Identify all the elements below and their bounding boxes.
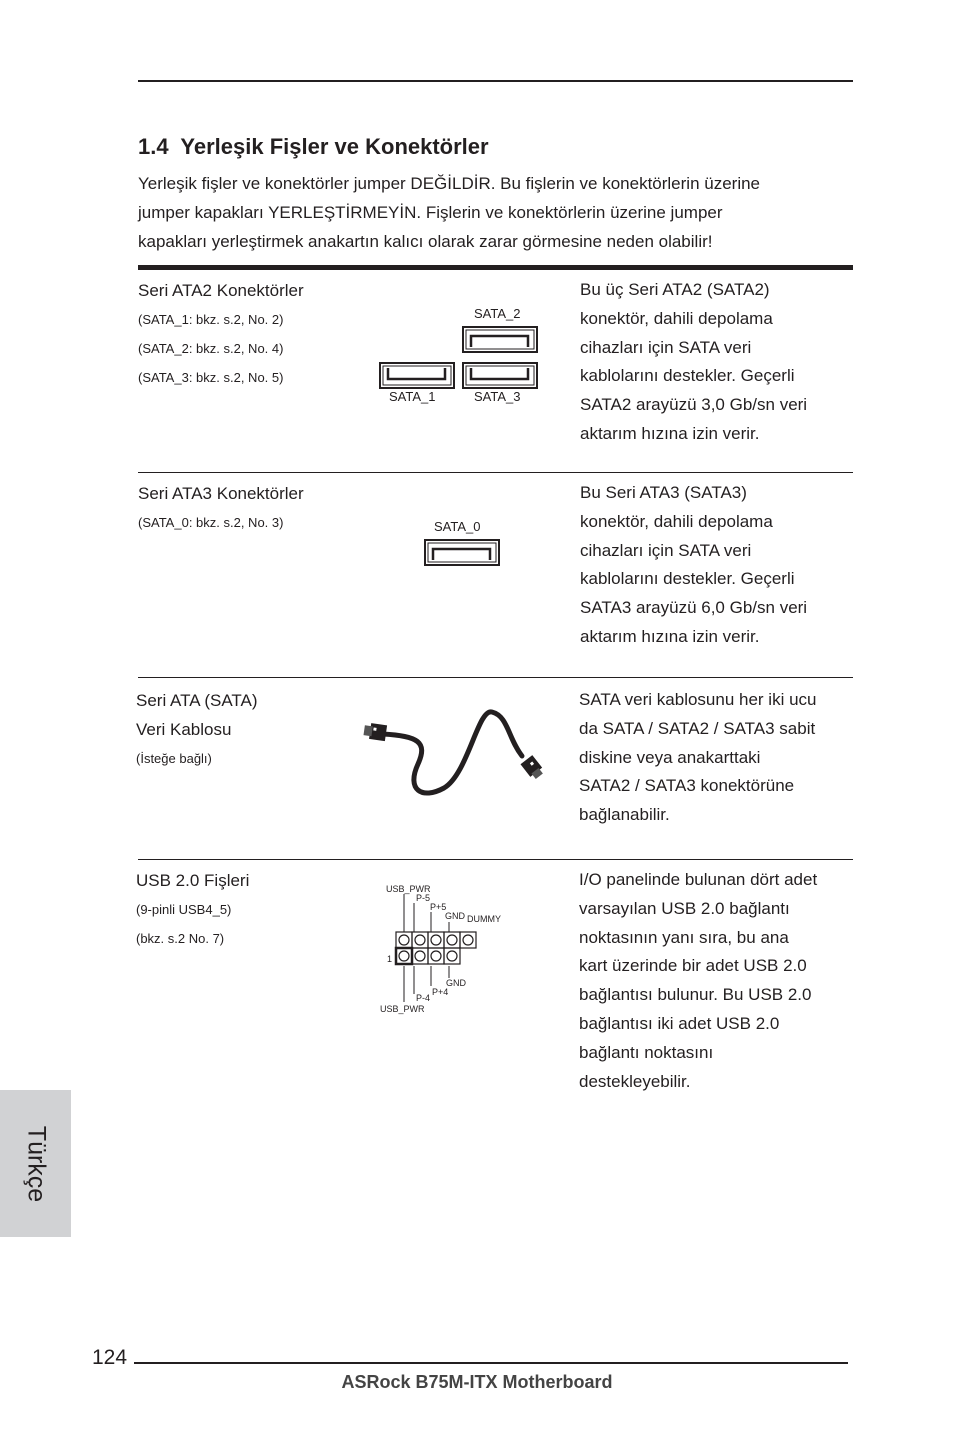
- pin-label: USB_PWR: [380, 1004, 425, 1014]
- usb-ref: (9-pinli USB4_5): [136, 902, 232, 917]
- sata-cable-image: [358, 698, 548, 806]
- sata1-port-label: SATA_1: [389, 389, 436, 404]
- sata2-ref: (SATA_2: bkz. s.2, No. 4): [138, 341, 284, 356]
- sata0-connector-icon: [424, 539, 500, 566]
- sata2-connector-icon: [462, 326, 538, 353]
- sata2-port-label: SATA_2: [474, 306, 521, 321]
- pin-label: USB_PWR: [386, 884, 431, 894]
- page-number: 124: [92, 1346, 128, 1369]
- pin-label: DUMMY: [467, 914, 501, 924]
- pin-label: GND: [445, 911, 465, 921]
- cable-description: SATA veri kablosunu her iki ucu da SATA / SATA2 / SATA3 sabit diskine veya anakarttaki SATA2 / SATA3 konektörüne bağlanabilir.: [579, 690, 817, 825]
- sata1-connector-icon: [379, 362, 455, 389]
- sata3-ref: (SATA_0: bkz. s.2, No. 3): [138, 515, 284, 530]
- sata3-connector-icon: [462, 362, 538, 389]
- sata2-description: Bu üç Seri ATA2 (SATA2) konektör, dahili depolama cihazları için SATA veri kablolarını destekler. Geçerli SATA2 arayüzü 3,0 Gb/sn veri aktarım hızına izin verir.: [580, 280, 808, 443]
- pin-label: GND: [446, 978, 466, 988]
- cable-label-block: [136, 686, 356, 773]
- sata3-port-label: SATA_3: [474, 389, 521, 404]
- row-divider: [138, 677, 853, 678]
- sata2-title: Seri ATA2 Konektörler: [138, 281, 304, 300]
- sata3-label-block: [138, 479, 398, 537]
- pin-label: P-5: [416, 893, 431, 903]
- cable-title: Seri ATA (SATA): [136, 691, 258, 710]
- footer-rule: [134, 1362, 848, 1364]
- table-top-rule: [138, 265, 853, 270]
- usb-header-diagram: [376, 882, 506, 1016]
- usb-ref: (bkz. s.2 No. 7): [136, 931, 225, 946]
- cable-title: Veri Kablosu: [136, 720, 232, 739]
- sata2-ref: (SATA_1: bkz. s.2, No. 2): [138, 312, 284, 327]
- sata3-description: Bu Seri ATA3 (SATA3) konektör, dahili depolama cihazları için SATA veri kablolarını destekler. Geçerli SATA3 arayüzü 6,0 Gb/sn veri aktarım hızına izin verir.: [580, 483, 808, 646]
- intro-paragraph: Yerleşik fişler ve konektörler jumper DEĞİLDİR. Bu fişlerin ve konektörlerin üzerine jumper kapakları YERLEŞTİRMEYİN. Fişlerin ve konektörlerin üzerine jumper kapakları yerleştirmek anakartın kalıcı olarak zarar görmesine neden olabilir!: [138, 174, 761, 251]
- usb-label-block: [136, 866, 356, 953]
- sata2-ref: (SATA_3: bkz. s.2, No. 5): [138, 370, 284, 385]
- cable-note: (İsteğe bağlı): [136, 751, 212, 766]
- footer-title: ASRock B75M-ITX Motherboard: [341, 1372, 613, 1392]
- pin-label: P+5: [430, 902, 447, 912]
- sata0-port-label: SATA_0: [434, 519, 481, 534]
- language-tab-label: Türkçe: [22, 1125, 50, 1202]
- pin-label: 1: [387, 954, 393, 964]
- usb-title: USB 2.0 Fişleri: [136, 871, 250, 890]
- section-title: 1.4 Yerleşik Fişler ve Konektörler: [138, 134, 489, 159]
- pin-label: P-4: [416, 993, 431, 1003]
- sata3-title: Seri ATA3 Konektörler: [138, 484, 304, 503]
- sata2-label-block: [138, 276, 398, 392]
- usb-description: I/O panelinde bulunan dört adet varsayılan USB 2.0 bağlantı noktasının yanı sıra, bu ana kart üzerinde bir adet USB 2.0 bağlantısı bulunur. Bu USB 2.0 bağlantısı iki adet USB 2.0 bağlantı noktasını destekleyebilir.: [579, 870, 818, 1091]
- language-tab: [0, 1090, 71, 1237]
- row-divider: [138, 472, 853, 473]
- row-divider: [138, 859, 853, 860]
- pin-label: P+4: [432, 987, 449, 997]
- top-rule: [138, 80, 853, 82]
